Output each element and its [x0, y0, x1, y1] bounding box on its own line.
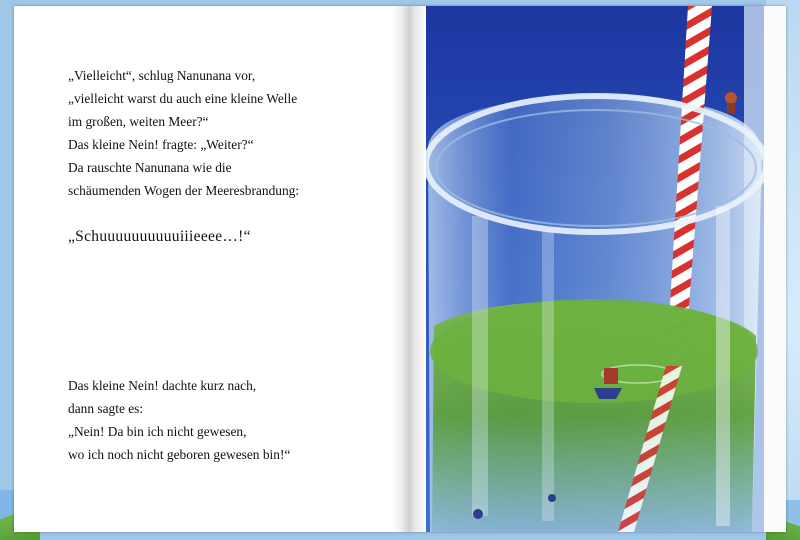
text-line: schäumenden Wogen der Meeresbrandung: [68, 183, 300, 198]
little-figure [725, 92, 737, 104]
text-line: „vielleicht warst du auch eine kleine Welle [68, 91, 298, 106]
text-line: Das kleine Nein! dachte kurz nach, [68, 378, 257, 393]
text-line: „Vielleicht“, schlug Nanunana vor, [68, 68, 256, 83]
book-gutter [392, 6, 424, 532]
text-line: im großen, weiten Meer?“ [68, 114, 209, 129]
paragraph-2 [68, 374, 290, 466]
right-page-margin [764, 6, 786, 532]
pebble [473, 509, 483, 519]
wave-sound-line: „Schuuuuuuuuuuiiieeee…!“ [68, 228, 251, 245]
illustration-glass-with-straw [426, 6, 764, 532]
pebble [548, 494, 556, 502]
text-line: wo ich noch nicht geboren gewesen bin!“ [68, 447, 291, 462]
paragraph-1 [68, 64, 299, 202]
text-line: „Nein! Da bin ich nicht gewesen, [68, 424, 247, 439]
text-line: Das kleine Nein! fragte: „Weiter?“ [68, 137, 254, 152]
glass-highlight [542, 231, 554, 521]
glass-highlight [472, 216, 488, 516]
glass-highlight [716, 206, 730, 526]
boat-sail [604, 368, 618, 384]
text-line: Da rauschte Nanunana wie die [68, 160, 232, 175]
text-line: dann sagte es: [68, 401, 144, 416]
little-figure-body [727, 103, 735, 113]
left-page [14, 6, 402, 532]
